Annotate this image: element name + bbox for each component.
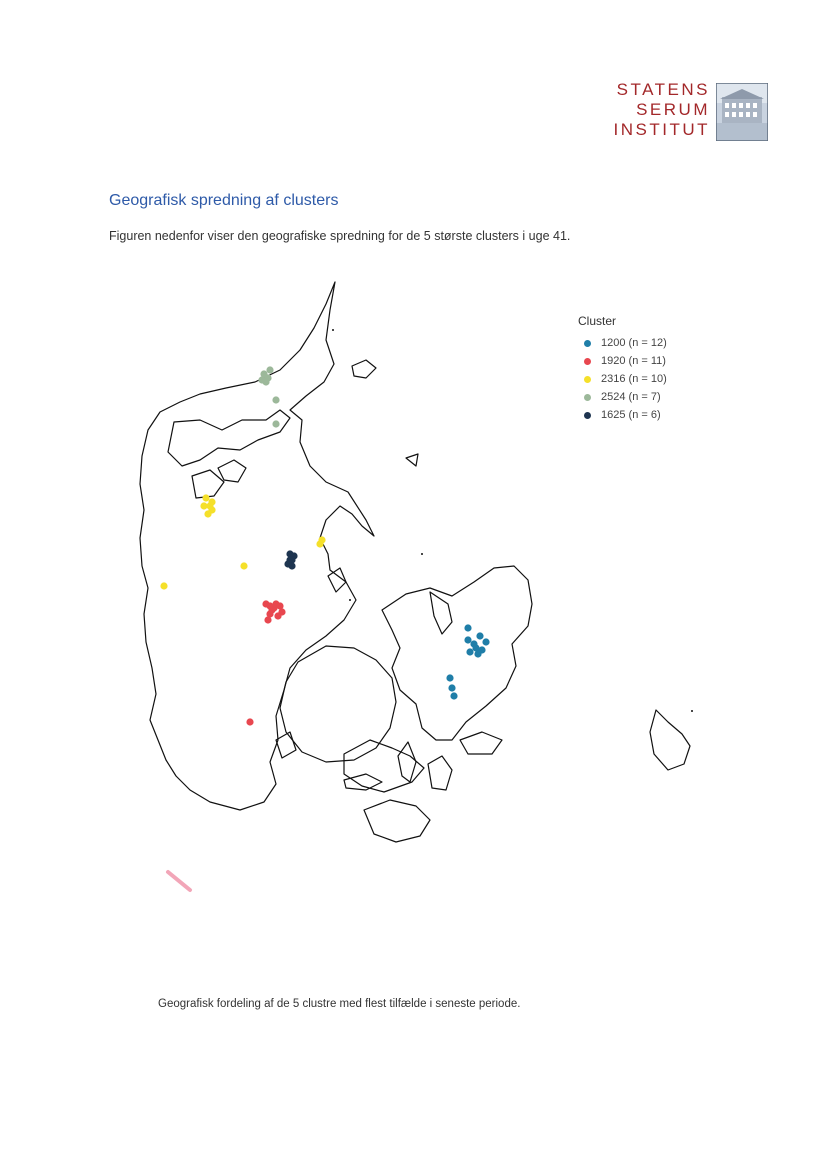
legend-swatch-1920 — [584, 358, 591, 365]
langeland-outline — [398, 742, 416, 782]
case-point-1920-8 — [278, 608, 285, 615]
section-title: Geografisk spredning af clusters — [109, 192, 339, 209]
aero-outline — [344, 774, 382, 790]
figure-caption: Geografisk fordeling af de 5 clustre med flest tilfælde i seneste periode. — [158, 998, 521, 1010]
case-point-2316-4 — [208, 506, 215, 513]
case-point-2524-7 — [272, 420, 279, 427]
legend-swatch-1625 — [584, 412, 591, 419]
case-point-1200-12 — [466, 648, 473, 655]
case-point-1200-9 — [450, 692, 457, 699]
legend-item-1200 — [578, 334, 667, 352]
building-image — [716, 83, 768, 141]
legend-item-2316 — [578, 370, 667, 388]
anholt-outline — [406, 454, 418, 466]
case-point-1200-5 — [482, 638, 489, 645]
laeso-outline — [352, 360, 376, 378]
case-point-2316-1 — [202, 494, 209, 501]
case-point-1200-7 — [446, 674, 453, 681]
case-point-2524-4 — [266, 366, 273, 373]
case-point-1200-8 — [448, 684, 455, 691]
jutland-outline — [140, 282, 374, 810]
case-point-1200-10 — [464, 636, 471, 643]
intro-text: Figuren nedenfor viser den geografiske spredning for de 5 største clusters i uge 41. — [109, 229, 571, 243]
case-point-1920-5 — [264, 616, 271, 623]
falster-outline — [428, 756, 452, 790]
lolland-outline — [344, 740, 424, 792]
legend-swatch-2316 — [584, 376, 591, 383]
limfjord-outline — [168, 410, 290, 466]
case-point-2316-8 — [316, 540, 323, 547]
zealand-outline — [382, 566, 532, 740]
legend-swatch-2524 — [584, 394, 591, 401]
legend-swatch-1200 — [584, 340, 591, 347]
fjord-island — [218, 460, 246, 482]
legend-label-1920: 1920 (n = 11) — [601, 355, 666, 367]
legend-item-1625 — [578, 406, 667, 424]
case-point-1920-9 — [246, 718, 253, 725]
case-point-2524-5 — [262, 378, 269, 385]
case-point-2316-9 — [160, 582, 167, 589]
legend-label-1200: 1200 (n = 12) — [601, 337, 667, 349]
case-point-1200-11 — [472, 644, 479, 651]
logo-line-1: STATENS — [616, 80, 710, 99]
mon-outline — [460, 732, 502, 754]
als-outline — [276, 732, 296, 758]
map-legend — [578, 314, 667, 424]
logo-line-2: SERUM — [636, 100, 710, 119]
legend-label-2316: 2316 (n = 10) — [601, 373, 667, 385]
case-point-2316-10 — [208, 498, 215, 505]
case-point-2316-6 — [240, 562, 247, 569]
bornholm-outline — [650, 710, 690, 770]
roskilde-fjord — [430, 592, 452, 634]
institute-logo — [600, 80, 772, 142]
legend-title: Cluster — [578, 314, 617, 328]
limfjord-branch — [192, 470, 224, 498]
case-point-2524-6 — [272, 396, 279, 403]
south-zealand — [364, 800, 430, 842]
funen-outline — [280, 646, 396, 762]
legend-label-2524: 2524 (n = 7) — [601, 391, 661, 403]
pen-mark — [164, 868, 194, 894]
case-point-2316-5 — [200, 502, 207, 509]
case-point-1200-2 — [476, 632, 483, 639]
legend-item-1920 — [578, 352, 667, 370]
case-point-1920-11 — [266, 602, 273, 609]
logo-line-3: INSTITUT — [613, 120, 710, 139]
logo-text — [614, 80, 711, 140]
case-point-1200-1 — [464, 624, 471, 631]
legend-item-2524 — [578, 388, 667, 406]
case-point-1625-6 — [288, 562, 295, 569]
legend-label-1625: 1625 (n = 6) — [601, 409, 661, 421]
